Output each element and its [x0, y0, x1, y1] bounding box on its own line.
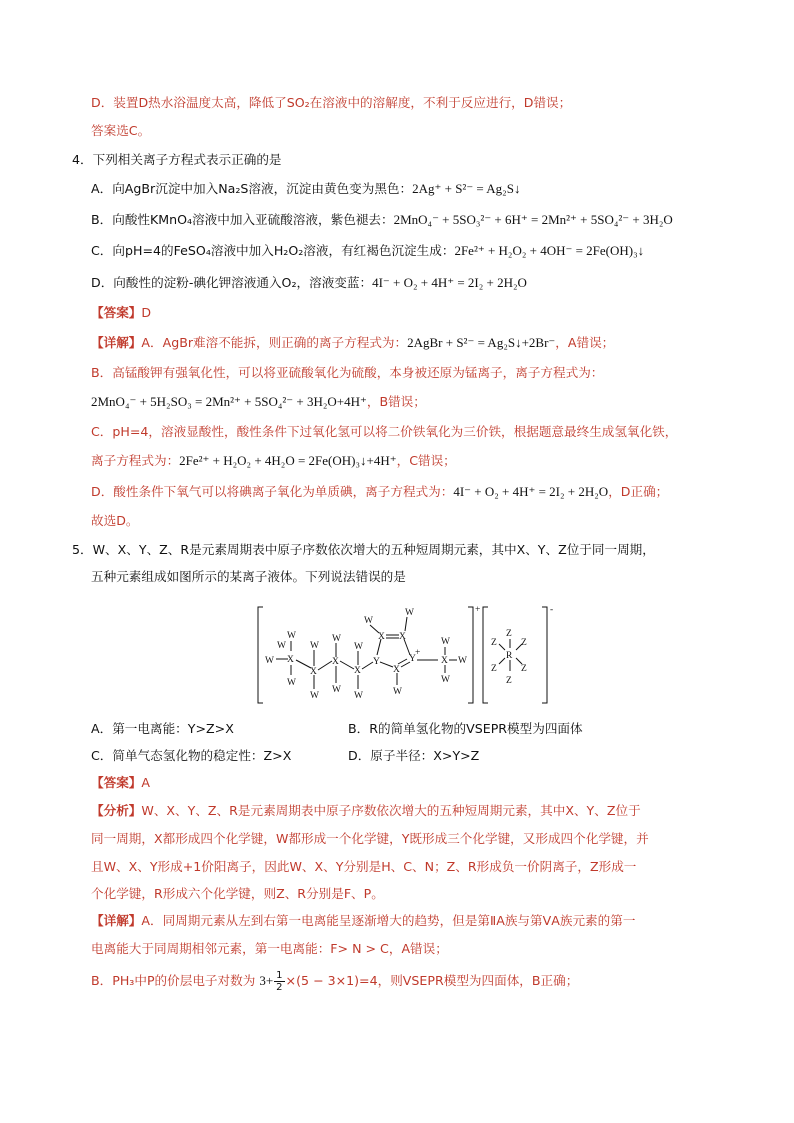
option-text: A．向AgBr沉淀中加入Na₂S溶液，沉淀由黄色变为黑色：	[91, 181, 413, 196]
atom-w: W	[364, 616, 373, 626]
analysis-text: W、X、Y、Z、R是元素周期表中原子序数依次增大的五种短周期元素，其中X、Y、Z位于	[141, 803, 641, 818]
q5-answer	[91, 774, 150, 792]
atom-w: W	[354, 642, 363, 652]
q4-option-d	[91, 274, 527, 292]
atom-x: X	[441, 656, 448, 666]
atom-w: W	[310, 641, 319, 651]
text-line: C．pH=4，溶液显酸性，酸性条件下过氧化氢可以将二价铁氧化为三价铁，根据题意最终生成氢氧化铁，	[91, 424, 678, 439]
q5-detail-a	[91, 912, 635, 930]
detail-text: ，D正确；	[608, 484, 669, 499]
equation: 4I⁻ + O₂ + 4H⁺ = 2I₂ + 2H₂O	[372, 275, 527, 290]
atom-w: W	[441, 675, 450, 685]
question-5-stem: 5．W、X、Y、Z、R是元素周期表中原子序数依次增大的五种短周期元素，其中X、Y、Z位于同一周期，	[72, 542, 655, 557]
detail-text: A．同周期元素从左到右第一电离能呈逐渐增大的趋势，但是第ⅡA族与第ⅤA族元素的第一	[141, 913, 636, 928]
q5-detail-b	[91, 970, 578, 993]
atom-x: X	[378, 632, 385, 642]
atom-x: X	[393, 665, 400, 675]
text-line: 五种元素组成如图所示的某离子液体。下列说法错误的是	[91, 569, 406, 584]
atom-w: W	[441, 637, 450, 647]
q4-answer	[91, 304, 151, 322]
atom-w: W	[354, 691, 363, 701]
q5-option-a: A．第一电离能：Y>Z>X	[91, 721, 234, 736]
q4-detail-c-eq	[91, 452, 456, 470]
option-text: D．向酸性的淀粉-碘化钾溶液通入O₂，溶液变蓝：	[91, 275, 373, 290]
answer-value: D	[141, 305, 152, 320]
expression: 3+	[259, 973, 274, 988]
q4-detail-b-eq	[91, 393, 426, 411]
equation: 2MnO₄⁻ + 5H₂SO₃ = 2Mn²⁺ + 5SO₄²⁻ + 3H₂O+4H⁺	[91, 394, 367, 409]
detail-tag: 【详解】	[91, 913, 142, 928]
ionic-liquid-structure-figure	[255, 603, 555, 707]
atom-w: W	[287, 631, 296, 641]
text-line: D．装置D热水浴温度太高，降低了SO₂在溶液中的溶解度，不利于反应进行，D错误；	[91, 95, 572, 110]
atom-z: Z	[491, 664, 497, 674]
detail-text: 离子方程式为：	[91, 453, 180, 468]
text-line: 且W、X、Y形成+1价阳离子，因此W、X、Y分别是H、C、N；Z、R形成负一价阴离子，Z形成一	[91, 859, 637, 874]
atom-w: W	[405, 608, 414, 618]
fraction	[274, 970, 284, 993]
text-line: 答案选C。	[91, 123, 151, 138]
atom-z: Z	[491, 638, 497, 648]
text-line: 个化学键，R形成六个化学键，则Z、R分别是F、P。	[91, 886, 384, 901]
atom-x: X	[354, 666, 361, 676]
equation: 2Fe²⁺ + H₂O₂ + 4H₂O = 2Fe(OH)₃↓+4H⁺	[179, 453, 397, 468]
q5-option-b: B．R的简单氢化物的VSEPR模型为四面体	[348, 721, 583, 736]
detail-text: ×(5 − 3×1)=4，则VSEPR模型为四面体，B正确；	[285, 973, 579, 988]
atom-z: Z	[506, 629, 512, 639]
atom-r: R	[506, 651, 513, 661]
analysis-tag: 【分析】	[91, 803, 142, 818]
atom-x: X	[399, 632, 406, 642]
fraction-denominator: 2	[276, 982, 283, 993]
question-4-stem: 4．下列相关离子方程式表示正确的是	[72, 152, 282, 167]
atom-x: X	[310, 667, 317, 677]
atom-w: W	[287, 678, 296, 688]
option-text: B．向酸性KMnO₄溶液中加入亚硫酸溶液，紫色褪去：	[91, 212, 394, 227]
q4-option-c	[91, 242, 644, 260]
detail-text: ，B错误；	[366, 394, 426, 409]
q5-option-c: C．简单气态氢化物的稳定性：Z>X	[91, 748, 292, 763]
detail-tag: 【详解】	[91, 335, 142, 350]
detail-text: ，A错误；	[555, 335, 615, 350]
atom-w: W	[310, 691, 319, 701]
atom-w: W	[332, 685, 341, 695]
atom-z: Z	[521, 638, 527, 648]
q4-option-a	[91, 180, 520, 198]
equation: 2AgBr + S²⁻ = Ag₂S↓+2Br⁻	[407, 335, 556, 350]
detail-text: ，C错误；	[396, 453, 456, 468]
equation: 4I⁻ + O₂ + 4H⁺ = 2I₂ + 2H₂O	[453, 484, 609, 499]
answer-value: A	[141, 775, 150, 790]
atom-y: Y	[373, 657, 380, 667]
fraction-numerator: 1	[276, 970, 283, 981]
detail-text: B．PH₃中P的价层电子对数为	[91, 973, 256, 988]
atom-w: W	[265, 656, 274, 666]
text-line: 故选D。	[91, 513, 139, 528]
detail-text: A．AgBr难溶不能拆，则正确的离子方程式为：	[141, 335, 408, 350]
atom-w: W	[458, 656, 467, 666]
atom-y: Y	[409, 654, 416, 664]
anion-charge: -	[550, 605, 554, 615]
text-line: B．高锰酸钾有强氧化性，可以将亚硫酸氧化为硫酸，本身被还原为锰离子，离子方程式为：	[91, 365, 604, 380]
atom-x: X	[287, 655, 294, 665]
atom-z: Z	[506, 676, 512, 686]
charge-plus: +	[415, 648, 421, 658]
cation-charge: +	[475, 605, 481, 615]
equation: 2Fe²⁺ + H₂O₂ + 4OH⁻ = 2Fe(OH)₃↓	[454, 243, 645, 258]
q4-detail-d	[91, 483, 668, 501]
atom-w: W	[332, 634, 341, 644]
q4-option-b	[91, 211, 673, 229]
answer-tag: 【答案】	[91, 775, 142, 790]
atom-w: W	[393, 687, 402, 697]
q5-analysis-line	[91, 802, 641, 820]
text-line: 电离能大于同周期相邻元素，第一电离能：F> N > C，A错误；	[91, 941, 448, 956]
q5-option-d: D．原子半径：X>Y>Z	[348, 748, 480, 763]
atom-x: X	[332, 657, 339, 667]
answer-tag: 【答案】	[91, 305, 142, 320]
atom-w: W	[277, 641, 286, 651]
text-line: 同一周期，X都形成四个化学键，W都形成一个化学键，Y既形成三个化学键，又形成四个化学键，并	[91, 831, 649, 846]
equation: 2MnO₄⁻ + 5SO₃²⁻ + 6H⁺ = 2Mn²⁺ + 5SO₄²⁻ + 3H₂O	[393, 212, 673, 227]
equation: 2Ag⁺ + S²⁻ = Ag₂S↓	[412, 181, 521, 196]
q4-detail-a	[91, 334, 614, 352]
atom-z: Z	[521, 664, 527, 674]
option-text: C．向pH=4的FeSO₄溶液中加入H₂O₂溶液，有红褐色沉淀生成：	[91, 243, 455, 258]
detail-text: D．酸性条件下氧气可以将碘离子氧化为单质碘，离子方程式为：	[91, 484, 454, 499]
